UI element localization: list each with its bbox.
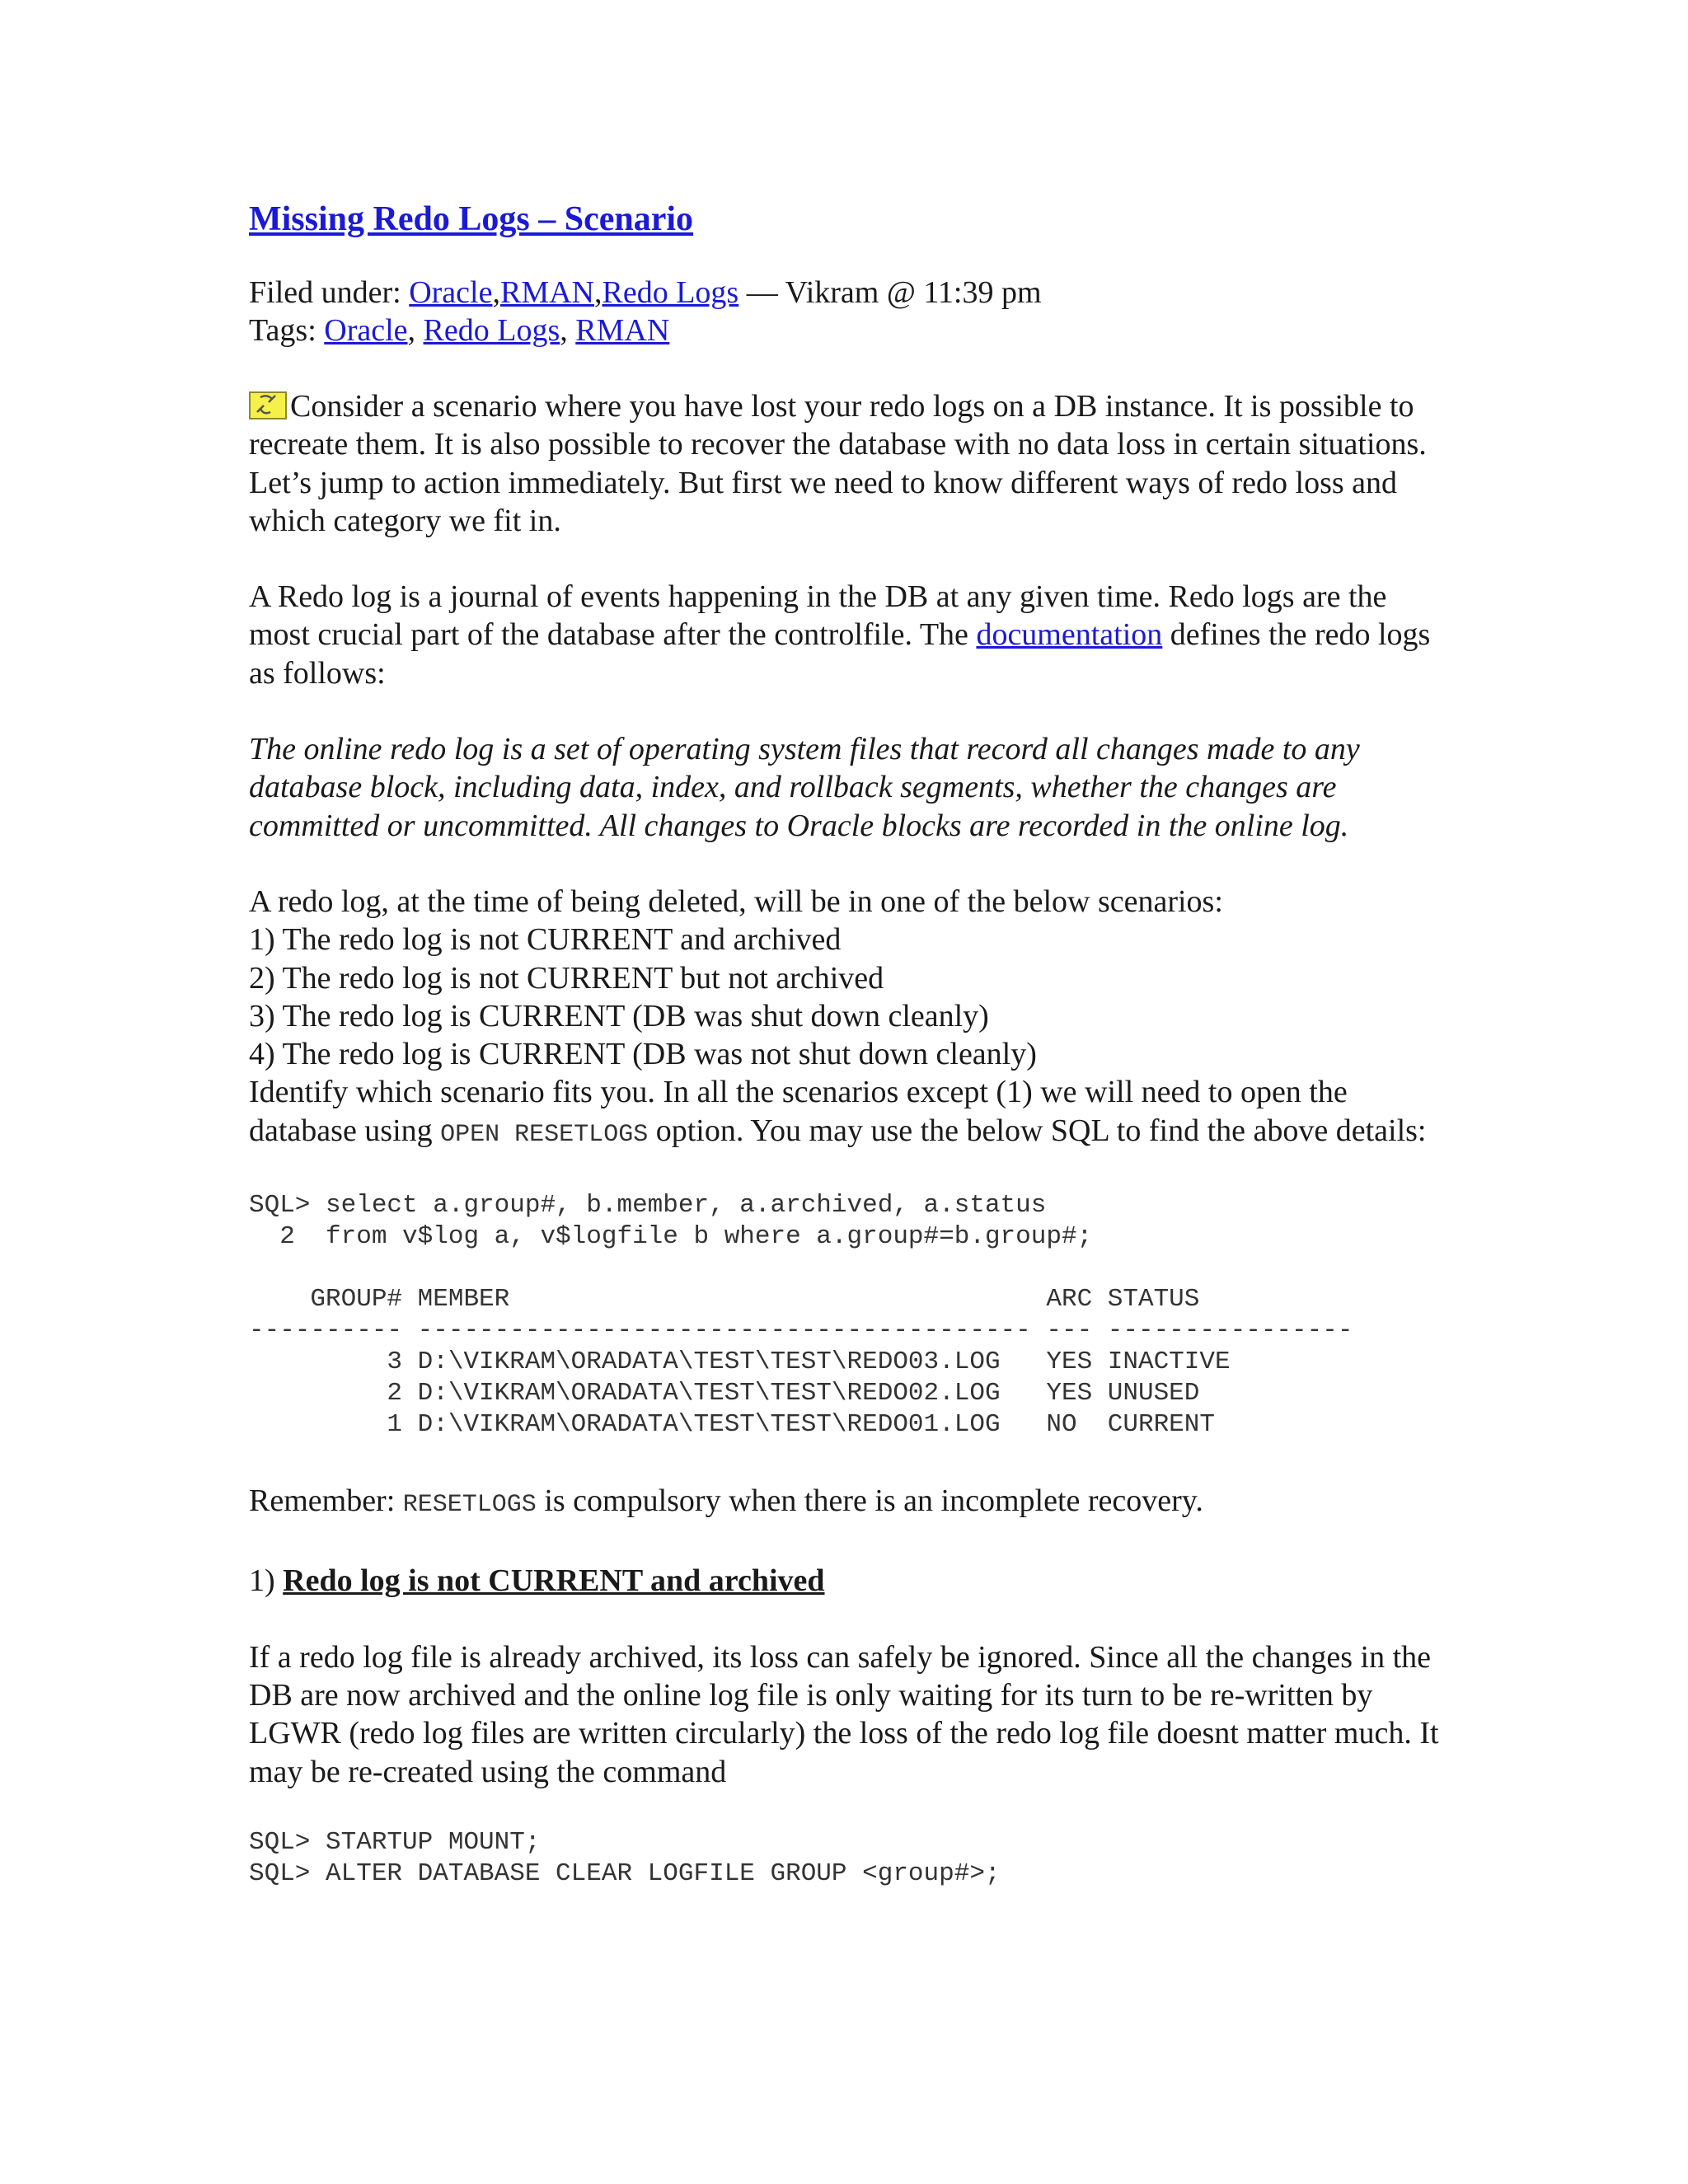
remember-paragraph	[249, 1482, 1452, 1524]
post-meta	[249, 274, 1452, 349]
section-title: Redo log is not CURRENT and archived	[283, 1563, 825, 1599]
identify-text-end: option. You may use the below SQL to find the above details:	[648, 1113, 1427, 1148]
scenario-item: 4) The redo log is CURRENT (DB was not shut down cleanly)	[249, 1037, 1037, 1072]
category-link-oracle[interactable]: Oracle	[409, 275, 493, 310]
identify-text: Identify which scenario fits you. In all the scenarios except (1) we will need to open the database using	[249, 1075, 1348, 1148]
intro-paragraph	[249, 387, 1452, 540]
sql-query-block: SQL> select a.group#, b.member, a.archived, a.status 2 from v$log a, v$logfile b where a.group#=b.group#; GROUP# MEMBER ARC STATUS ---------- ---------------------------------------- --- ---------------- 3 D:\VIKRAM\ORADATA\TEST\TEST\REDO03.LOG YES INACTIVE 2 D:\VIKRAM\ORADATA\TEST\TEST\REDO02.LOG YES UNUSED 1 D:\VIKRAM\ORADATA\TEST\TEST\REDO01.LOG NO CURRENT	[249, 1191, 1353, 1440]
remember-label: Remember:	[249, 1483, 403, 1519]
author-time: — Vikram @ 11:39 pm	[738, 275, 1042, 310]
inline-code-open-resetlogs: OPEN RESETLOGS	[440, 1120, 649, 1149]
category-link-rman[interactable]: RMAN	[499, 275, 594, 310]
tags-label: Tags:	[249, 313, 325, 348]
scenario-item: 3) The redo log is CURRENT (DB was shut down cleanly)	[249, 998, 989, 1033]
tag-link-oracle[interactable]: Oracle	[324, 313, 408, 348]
redo-definition-text-end: defines the redo logs as follows:	[249, 617, 1431, 691]
tag-link-rman[interactable]: RMAN	[575, 313, 670, 348]
tags-line: Tags: Oracle, Redo Logs, RMAN	[249, 313, 670, 348]
filed-under-line: Filed under: Oracle,RMAN,Redo Logs — Vikram @ 11:39 pm	[249, 275, 1042, 310]
page-title	[249, 196, 1452, 242]
documentation-quote: The online redo log is a set of operating system files that record all changes made to any database block, including data, index, and rollback segments, whether the changes are committed or uncommitted. All changes to Oracle blocks are recorded in the online log.	[249, 732, 1360, 843]
redo-definition-text: A Redo log is a journal of events happening in the DB at any given time. Redo logs are the most crucial part of the database after the controlfile. The	[249, 579, 1387, 653]
identify-paragraph	[249, 1073, 1452, 1154]
section-heading-1	[249, 1562, 1452, 1600]
filed-under-label: Filed under:	[249, 275, 410, 310]
remember-text: is compulsory when there is an incomplete recovery.	[536, 1483, 1203, 1519]
broken-image-icon	[249, 391, 287, 419]
sql-command-block: SQL> STARTUP MOUNT; SQL> ALTER DATABASE CLEAR LOGFILE GROUP <group#>;	[249, 1827, 1001, 1888]
title-link[interactable]: Missing Redo Logs – Scenario	[249, 200, 694, 238]
tag-link-redo-logs[interactable]: Redo Logs	[423, 313, 560, 348]
inline-code-resetlogs: RESETLOGS	[402, 1491, 537, 1520]
scenarios-intro: A redo log, at the time of being deleted, will be in one of the below scenarios:	[249, 883, 1223, 919]
redo-definition-paragraph	[249, 578, 1452, 692]
section-number: 1)	[249, 1563, 284, 1599]
category-link-redo-logs[interactable]: Redo Logs	[602, 275, 739, 310]
scenario-item: 1) The redo log is not CURRENT and archived	[249, 922, 842, 958]
intro-text: Consider a scenario where you have lost your redo logs on a DB instance. It is possible to recreate them. It is also possible to recover the database with no data loss in certain situations. Let’s jump to action immediately. But first we need to know different ways of redo loss and which category we fit in.	[249, 389, 1427, 538]
documentation-link[interactable]: documentation	[976, 617, 1163, 653]
scenario-item: 2) The redo log is not CURRENT but not archived	[249, 960, 884, 996]
article	[249, 196, 1452, 1890]
section-1-paragraph: If a redo log file is already archived, its loss can safely be ignored. Since all the changes in the DB are now archived and the online log file is only waiting for its turn to be re-written by LGWR (redo log files are written circularly) the loss of the redo log file doesnt matter much. It may be re-created using the command	[249, 1639, 1439, 1789]
